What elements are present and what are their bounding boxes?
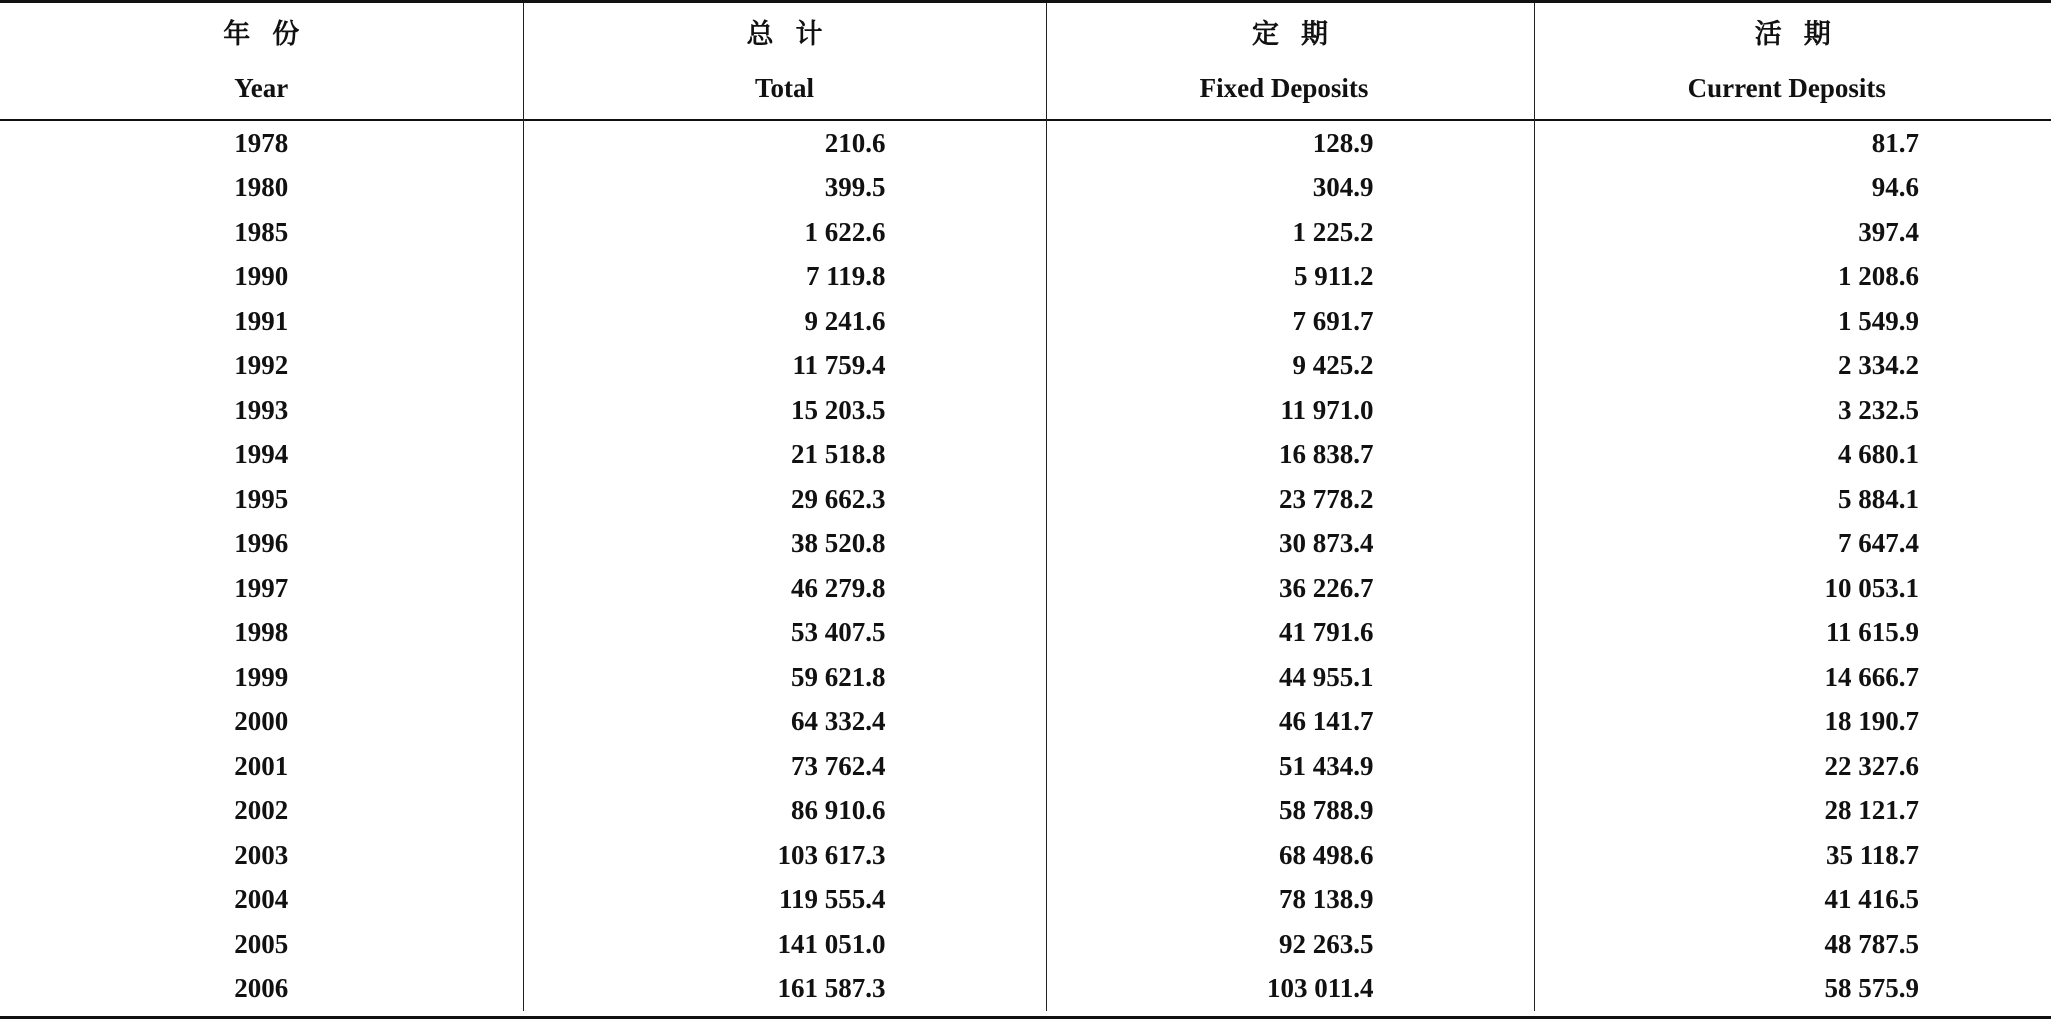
total-cell: 9 241.6	[523, 299, 1046, 344]
year-cell: 1998	[234, 617, 289, 648]
total-cell: 141 051.0	[523, 922, 1046, 967]
year-cell: 1999	[234, 661, 289, 692]
fixed-deposits-cell: 1 225.2	[1046, 210, 1534, 255]
year-cell: 2002	[234, 795, 289, 826]
header-row-chinese	[0, 3, 2051, 59]
year-cell: 1995	[234, 483, 289, 514]
total-cell: 399.5	[523, 166, 1046, 211]
table-row	[0, 744, 2051, 789]
current-deposits-cell: 11 615.9	[1534, 611, 2051, 656]
table-row	[0, 344, 2051, 389]
year-cell: 1985	[234, 216, 289, 247]
fixed-deposits-cell: 9 425.2	[1046, 344, 1534, 389]
fixed-deposits-cell: 51 434.9	[1046, 744, 1534, 789]
year-cell: 2005	[234, 928, 289, 959]
current-deposits-cell: 58 575.9	[1534, 967, 2051, 1012]
current-deposits-cell: 3 232.5	[1534, 388, 2051, 433]
year-cell: 2004	[234, 884, 289, 915]
fixed-deposits-cell: 58 788.9	[1046, 789, 1534, 834]
current-deposits-cell: 35 118.7	[1534, 833, 2051, 878]
table-row	[0, 700, 2051, 745]
header-year-en: Year	[234, 72, 289, 103]
current-deposits-cell: 18 190.7	[1534, 700, 2051, 745]
total-cell: 86 910.6	[523, 789, 1046, 834]
year-cell: 1997	[234, 572, 289, 603]
current-deposits-cell: 5 884.1	[1534, 477, 2051, 522]
year-cell: 2006	[234, 973, 289, 1004]
table-row	[0, 922, 2051, 967]
total-cell: 1 622.6	[523, 210, 1046, 255]
header-row-english	[0, 59, 2051, 117]
current-deposits-cell: 7 647.4	[1534, 522, 2051, 567]
total-cell: 29 662.3	[523, 477, 1046, 522]
fixed-deposits-cell: 103 011.4	[1046, 967, 1534, 1012]
table-row	[0, 789, 2051, 834]
table-row	[0, 833, 2051, 878]
header-year-cn: 年份	[223, 18, 322, 50]
fixed-deposits-cell: 46 141.7	[1046, 700, 1534, 745]
table-row	[0, 117, 2051, 166]
year-cell: 1996	[234, 528, 289, 559]
table-row	[0, 477, 2051, 522]
current-deposits-cell: 28 121.7	[1534, 789, 2051, 834]
current-deposits-cell: 14 666.7	[1534, 655, 2051, 700]
current-deposits-cell: 1 549.9	[1534, 299, 2051, 344]
current-deposits-cell: 1 208.6	[1534, 255, 2051, 300]
year-cell: 1980	[234, 172, 289, 203]
fixed-deposits-cell: 44 955.1	[1046, 655, 1534, 700]
year-cell: 1991	[234, 305, 289, 336]
table-row	[0, 967, 2051, 1012]
table-row	[0, 210, 2051, 255]
fixed-deposits-cell: 41 791.6	[1046, 611, 1534, 656]
total-cell: 59 621.8	[523, 655, 1046, 700]
table-header	[0, 3, 2051, 117]
table-row	[0, 566, 2051, 611]
year-cell: 2000	[234, 706, 289, 737]
total-cell: 161 587.3	[523, 967, 1046, 1012]
total-cell: 21 518.8	[523, 433, 1046, 478]
current-deposits-cell: 4 680.1	[1534, 433, 2051, 478]
total-cell: 53 407.5	[523, 611, 1046, 656]
fixed-deposits-cell: 23 778.2	[1046, 477, 1534, 522]
current-deposits-cell: 41 416.5	[1534, 878, 2051, 923]
table-row	[0, 299, 2051, 344]
current-deposits-cell: 81.7	[1534, 117, 2051, 166]
current-deposits-cell: 48 787.5	[1534, 922, 2051, 967]
header-fixed-cn: 定期	[1046, 3, 1534, 59]
year-cell: 1993	[234, 394, 289, 425]
current-deposits-cell: 22 327.6	[1534, 744, 2051, 789]
fixed-deposits-cell: 36 226.7	[1046, 566, 1534, 611]
header-total-cn: 总计	[523, 3, 1046, 59]
year-cell: 1994	[234, 439, 289, 470]
year-cell: 2001	[234, 750, 289, 781]
fixed-deposits-cell: 92 263.5	[1046, 922, 1534, 967]
year-cell: 1978	[234, 127, 289, 158]
table-row	[0, 433, 2051, 478]
current-deposits-cell: 397.4	[1534, 210, 2051, 255]
year-cell: 1992	[234, 350, 289, 381]
table-body	[0, 117, 2051, 1011]
fixed-deposits-cell: 304.9	[1046, 166, 1534, 211]
fixed-deposits-cell: 68 498.6	[1046, 833, 1534, 878]
fixed-deposits-cell: 78 138.9	[1046, 878, 1534, 923]
table-row	[0, 611, 2051, 656]
fixed-deposits-cell: 7 691.7	[1046, 299, 1534, 344]
total-cell: 15 203.5	[523, 388, 1046, 433]
table-row	[0, 255, 2051, 300]
header-current-en: Current Deposits	[1534, 59, 2051, 117]
table-row	[0, 655, 2051, 700]
table-row	[0, 166, 2051, 211]
total-cell: 11 759.4	[523, 344, 1046, 389]
year-cell: 2003	[234, 839, 289, 870]
current-deposits-cell: 2 334.2	[1534, 344, 2051, 389]
table-row	[0, 522, 2051, 567]
total-cell: 103 617.3	[523, 833, 1046, 878]
fixed-deposits-cell: 16 838.7	[1046, 433, 1534, 478]
fixed-deposits-cell: 30 873.4	[1046, 522, 1534, 567]
fixed-deposits-cell: 5 911.2	[1046, 255, 1534, 300]
year-cell: 1990	[234, 261, 289, 292]
deposits-table	[0, 3, 2051, 1011]
total-cell: 46 279.8	[523, 566, 1046, 611]
total-cell: 38 520.8	[523, 522, 1046, 567]
bottom-rule	[0, 1016, 2051, 1019]
fixed-deposits-cell: 11 971.0	[1046, 388, 1534, 433]
total-cell: 64 332.4	[523, 700, 1046, 745]
total-cell: 7 119.8	[523, 255, 1046, 300]
current-deposits-cell: 10 053.1	[1534, 566, 2051, 611]
total-cell: 73 762.4	[523, 744, 1046, 789]
total-cell: 119 555.4	[523, 878, 1046, 923]
header-total-en: Total	[523, 59, 1046, 117]
fixed-deposits-cell: 128.9	[1046, 117, 1534, 166]
table-row	[0, 878, 2051, 923]
current-deposits-cell: 94.6	[1534, 166, 2051, 211]
header-current-cn: 活期	[1534, 3, 2051, 59]
table-row	[0, 388, 2051, 433]
total-cell: 210.6	[523, 117, 1046, 166]
header-fixed-en: Fixed Deposits	[1046, 59, 1534, 117]
